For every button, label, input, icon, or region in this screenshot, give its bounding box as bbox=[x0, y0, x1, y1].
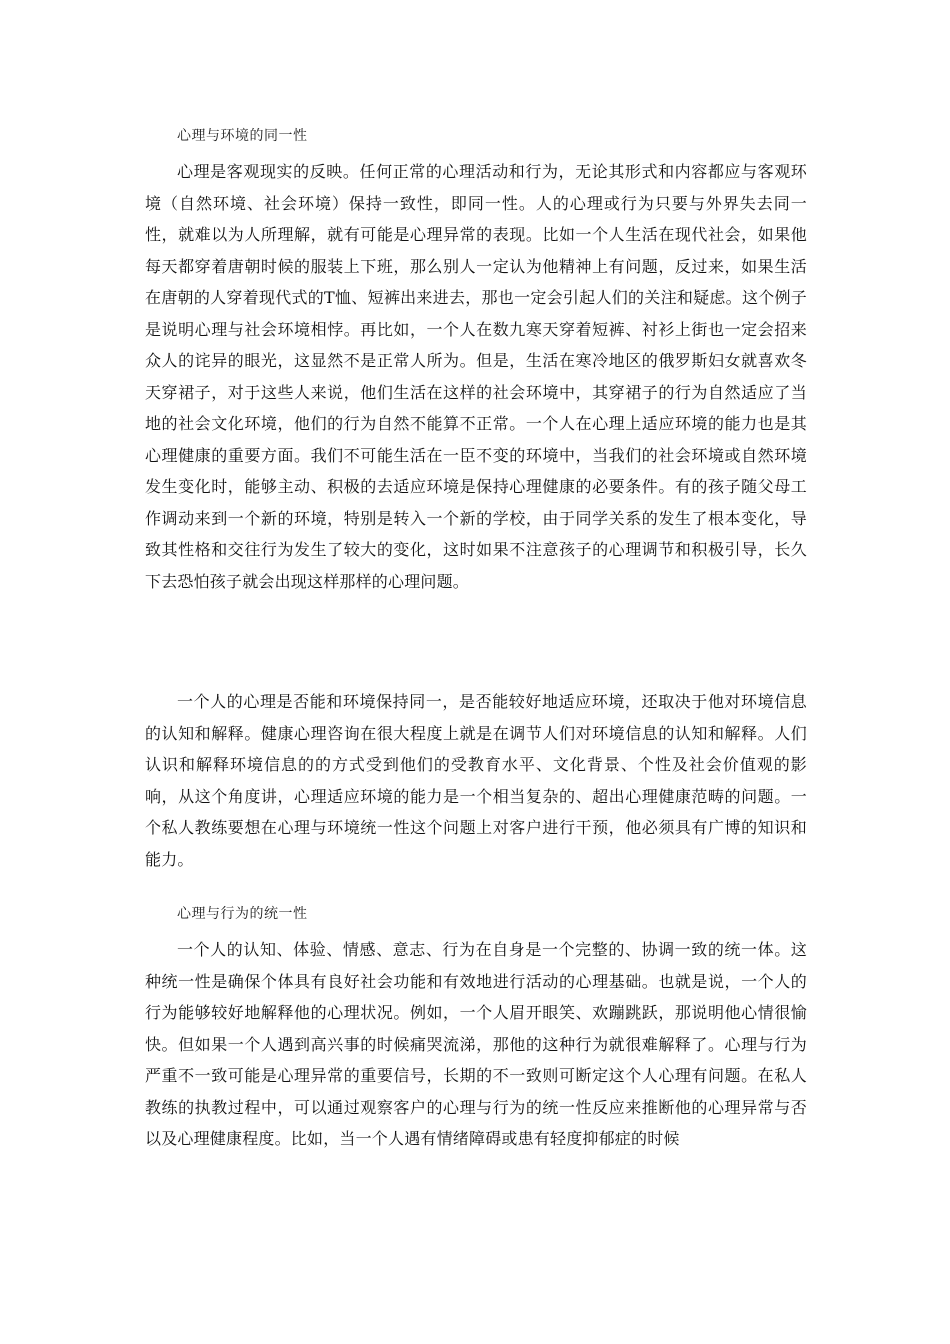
paragraph-environment-2: 一个人的心理是否能和环境保持同一，是否能较好地适应环境，还取决于他对环境信息的认知和解释。健康心理咨询在很大程度上就是在调节人们对环境信息的认知和解释。人们认识和解释环境信息的的方式受到他们的受教育水平、文化背景、个性及社会价值观的影响，从这个角度讲，心理适应环境的能力是一个相当复杂的、超出心理健康范畴的问题。一个私人教练要想在心理与环境统一性这个问题上对客户进行干预，他必须具有广博的知识和能力。 bbox=[145, 692, 807, 869]
section-heading-behavior: 心理与行为的统一性 bbox=[177, 906, 308, 922]
paragraph-environment-1: 心理是客观现实的反映。任何正常的心理活动和行为，无论其形式和内容都应与客观环境（自然环境、社会环境）保持一致性，即同一性。人的心理或行为只要与外界失去同一性，就难以为人所理解，就有可能是心理异常的表现。比如一个人生活在现代社会，如果他每天都穿着唐朝时候的服装上下班，那么别人一定认为他精神上有问题，反过来，如果生活在唐朝的人穿着现代式的T恤、短裤出来进去，那也一定会引起人们的关注和疑虑。这个例子是说明心理与社会环境相悖。再比如，一个人在数九寒天穿着短裤、衬衫上街也一定会招来众人的诧异的眼光，这显然不是正常人所为。但是，生活在寒冷地区的俄罗斯妇女就喜欢冬天穿裙子，对于这些人来说，他们生活在这样的社会环境中，其穿裙子的行为自然适应了当地的社会文化环境，他们的行为自然不能算不正常。一个人在心理上适应环境的能力也是其心理健康的重要方面。我们不可能生活在一臣不变的环境中，当我们的社会环境或自然环境发生变化时，能够主动、积极的去适应环境是保持心理健康的必要条件。有的孩子随父母工作调动来到一个新的环境，特别是转入一个新的学校，由于同学关系的发生了根本变化，导致其性格和交往行为发生了较大的变化，这时如果不注意孩子的心理调节和积极引导，长久下去恐怕孩子就会出现这样那样的心理问题。 bbox=[145, 162, 807, 591]
section-heading-environment: 心理与环境的同一性 bbox=[177, 128, 308, 144]
paragraph-behavior-1: 一个人的认知、体验、情感、意志、行为在自身是一个完整的、协调一致的统一体。这种统一性是确保个体具有良好社会功能和有效地进行活动的心理基础。也就是说，一个人的行为能够较好地解释他的心理状况。例如，一个人眉开眼笑、欢蹦跳跃，那说明他心情很愉快。但如果一个人遇到高兴事的时候痛哭流涕，那他的这种行为就很难解释了。心理与行为严重不一致可能是心理异常的重要信号，长期的不一致则可断定这个人心理有问题。在私人教练的执教过程中，可以通过观察客户的心理与行为的统一性反应来推断他的心理异常与否以及心理健康程度。比如，当一个人遇有情绪障碍或患有轻度抑郁症的时候 bbox=[145, 940, 807, 1148]
